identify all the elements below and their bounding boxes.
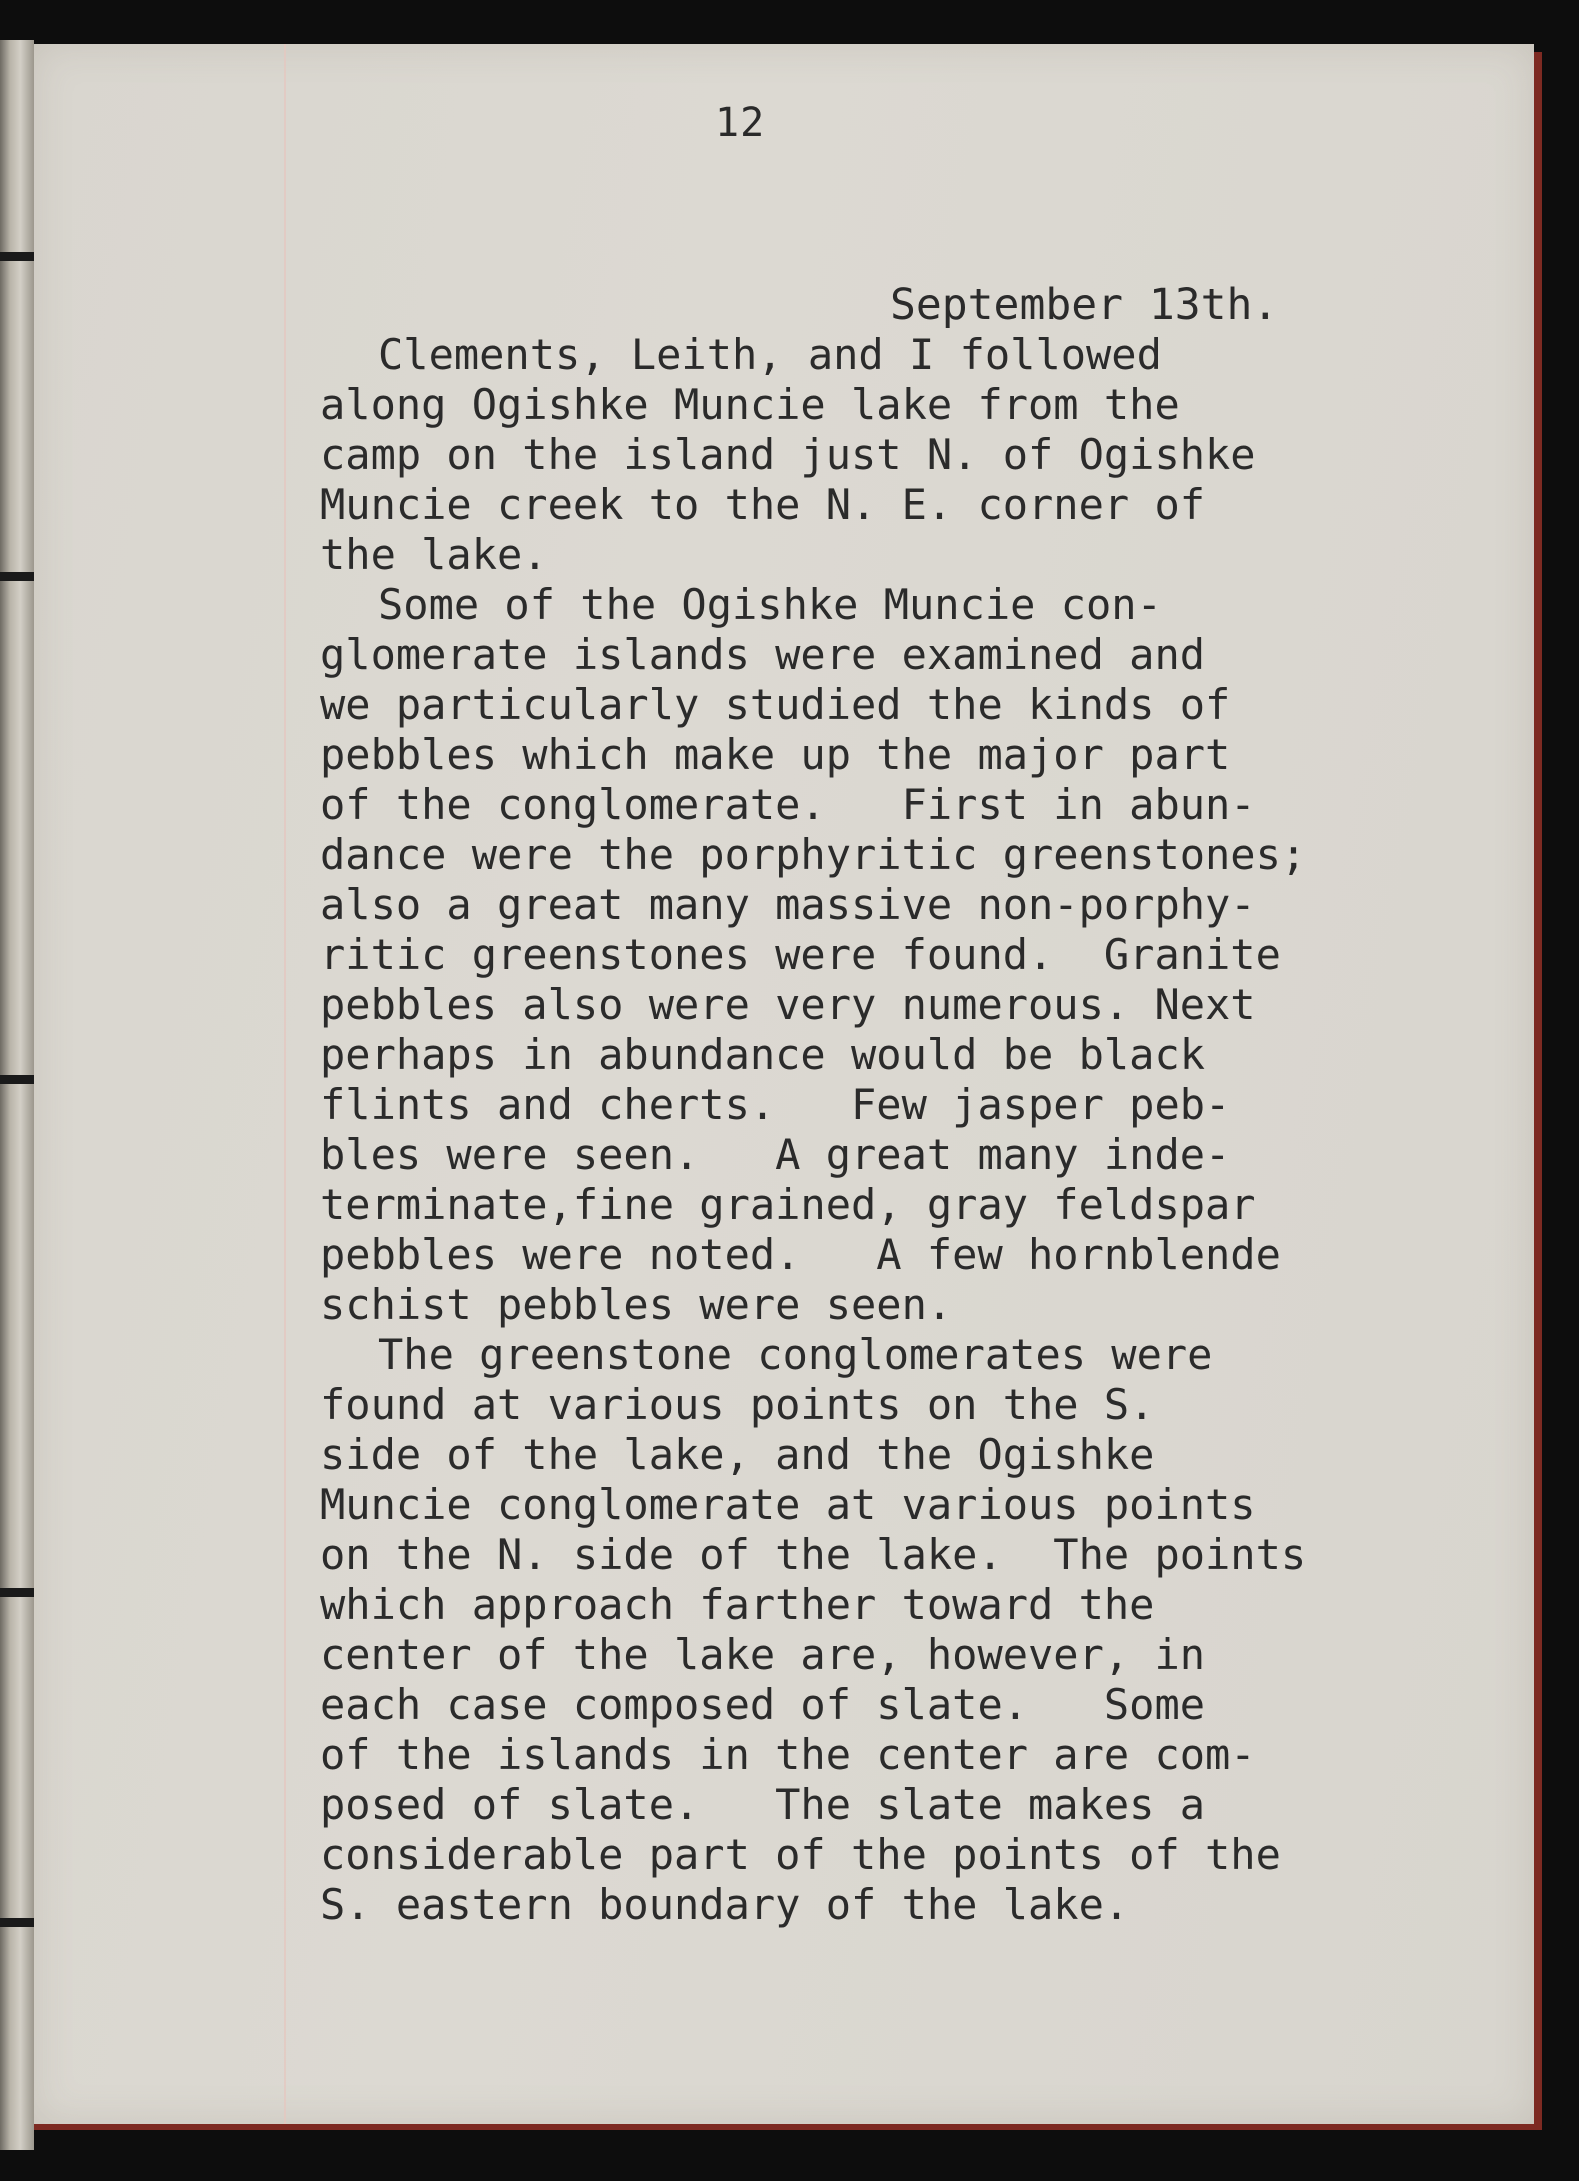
text-line: camp on the island just N. of Ogishke <box>320 430 1256 479</box>
binding-stitch <box>0 1075 36 1084</box>
text-line: which approach farther toward the <box>320 1580 1155 1629</box>
typewritten-body <box>320 330 1520 1930</box>
text-line: Muncie creek to the N. E. corner of <box>320 480 1206 529</box>
text-line: along Ogishke Muncie lake from the <box>320 380 1180 429</box>
text-line: found at various points on the S. <box>320 1380 1155 1429</box>
text-line: side of the lake, and the Ogishke <box>320 1430 1155 1479</box>
text-line: the lake. <box>320 530 548 579</box>
text-line: of the islands in the center are com- <box>320 1730 1256 1779</box>
text-line: glomerate islands were examined and <box>320 630 1206 679</box>
text-line: considerable part of the points of the <box>320 1830 1281 1879</box>
text-line: also a great many massive non-porphy- <box>320 880 1256 929</box>
text-line: flints and cherts. Few jasper peb- <box>320 1080 1231 1129</box>
text-line: pebbles also were very numerous. Next <box>320 980 1256 1029</box>
text-line: perhaps in abundance would be black <box>320 1030 1206 1079</box>
text-line: dance were the porphyritic greenstones; <box>320 830 1307 879</box>
text-line: pebbles were noted. A few hornblende <box>320 1230 1281 1279</box>
text-line: The greenstone conglomerates were <box>378 1330 1213 1379</box>
text-line: Clements, Leith, and I followed <box>378 330 1162 379</box>
text-line: S. eastern boundary of the lake. <box>320 1880 1130 1929</box>
page-number: 12 <box>715 100 766 146</box>
text-line: Muncie conglomerate at various points <box>320 1480 1256 1529</box>
margin-rule <box>284 44 286 2124</box>
binding-stitch <box>0 572 36 581</box>
text-line: ritic greenstones were found. Granite <box>320 930 1281 979</box>
binding-stitch <box>0 1588 36 1597</box>
text-line: terminate,fine grained, gray feldspar <box>320 1180 1256 1229</box>
text-line: posed of slate. The slate makes a <box>320 1780 1206 1829</box>
text-line: pebbles which make up the major part <box>320 730 1231 779</box>
text-line: schist pebbles were seen. <box>320 1280 953 1329</box>
text-line: each case composed of slate. Some <box>320 1680 1206 1729</box>
text-line: on the N. side of the lake. The points <box>320 1530 1307 1579</box>
binding-stitch <box>0 252 36 261</box>
text-line: Some of the Ogishke Muncie con- <box>378 580 1162 629</box>
entry-date: September 13th. <box>890 280 1279 330</box>
text-line: we particularly studied the kinds of <box>320 680 1231 729</box>
text-line: bles were seen. A great many inde- <box>320 1130 1231 1179</box>
binding-stitch <box>0 1918 36 1927</box>
text-line: center of the lake are, however, in <box>320 1630 1206 1679</box>
text-line: of the conglomerate. First in abun- <box>320 780 1256 829</box>
notebook-binding <box>0 40 34 2150</box>
